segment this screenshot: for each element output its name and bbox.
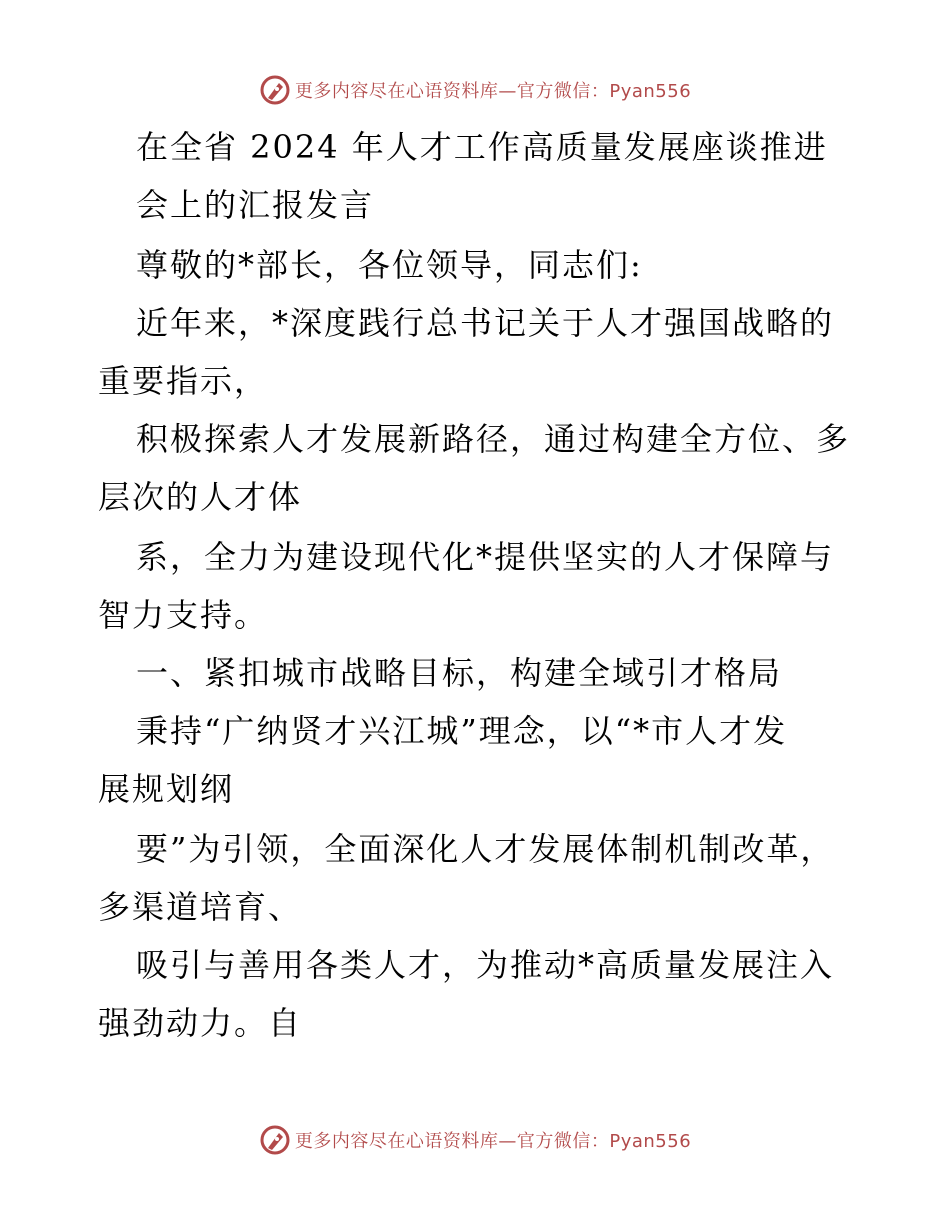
paragraph-line: 吸引与善用各类人才，为推动*高质量发展注入 xyxy=(136,946,835,984)
paragraph-line: 强劲动力。自 xyxy=(98,1004,303,1042)
section-heading: 一、紧扣城市战略目标，构建全域引才格局 xyxy=(136,654,783,692)
salutation: 尊敬的*部长，各位领导，同志们: xyxy=(136,246,643,284)
pen-nib-logo-icon xyxy=(259,1124,291,1156)
paragraph-line: 多渠道培育、 xyxy=(98,888,303,926)
pen-nib-logo-icon xyxy=(259,74,291,106)
watermark-text: 更多内容尽在心语资料库—官方微信：Pyan556 xyxy=(294,1131,692,1152)
paragraph-line: 积极探索人才发展新路径，通过构建全方位、多 xyxy=(136,420,851,458)
paragraph-line: 近年来，*深度践行总书记关于人才强国战略的 xyxy=(136,304,835,342)
paragraph-line: 智力支持。 xyxy=(98,596,269,634)
footer-watermark xyxy=(0,1120,950,1160)
paragraph-line: 要”为引领，全面深化人才发展体制机制改革， xyxy=(136,830,835,868)
header-watermark xyxy=(0,70,950,110)
paragraph-line: 重要指示， xyxy=(98,362,269,400)
paragraph-line: 展规划纲 xyxy=(98,770,235,808)
document-title-line-1: 在全省 2024 年人才工作高质量发展座谈推进 xyxy=(136,128,828,166)
watermark-text: 更多内容尽在心语资料库—官方微信：Pyan556 xyxy=(294,81,692,102)
paragraph-line: 系，全力为建设现代化*提供坚实的人才保障与 xyxy=(136,538,835,576)
document-title-line-2: 会上的汇报发言 xyxy=(136,186,375,224)
paragraph-line: 层次的人才体 xyxy=(98,478,303,516)
paragraph-line: 秉持“广纳贤才兴江城”理念，以“*市人才发 xyxy=(136,712,788,750)
